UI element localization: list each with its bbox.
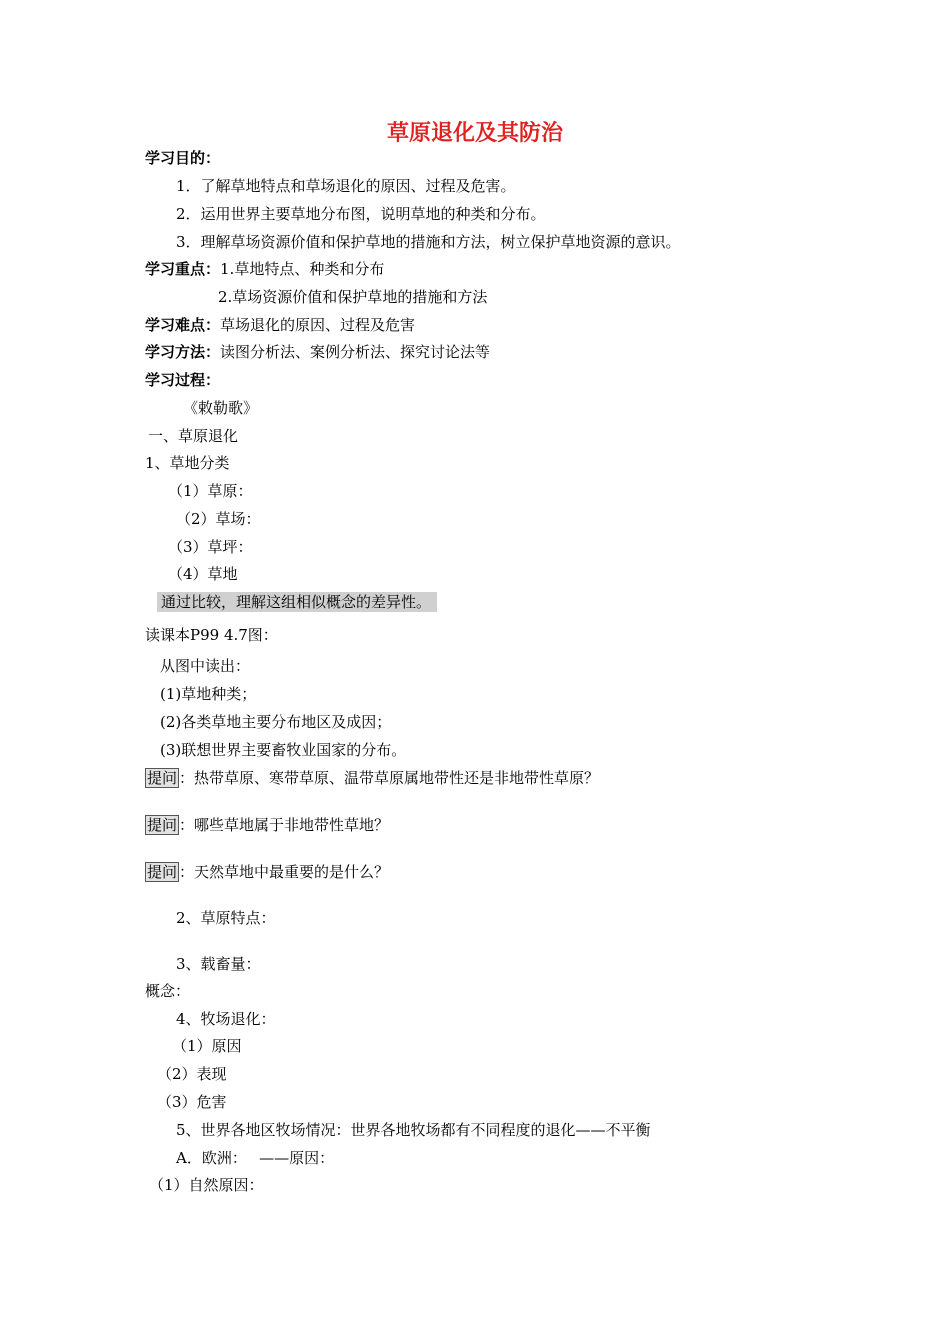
type-item: （2）草场： — [176, 510, 261, 528]
difficulty-line — [145, 315, 415, 335]
objectives-heading: 学习目的： — [145, 149, 221, 167]
objective-item: 3．理解草场资源价值和保护草地的措施和方法，树立保护草地资源的意识。 — [176, 233, 681, 251]
keypoints-line — [145, 259, 384, 279]
degradation-item: （3）危害 — [157, 1093, 227, 1111]
read-book-line: 读课本P99 4.7图： — [145, 626, 278, 644]
question-line — [145, 768, 599, 788]
type-item: （1）草原： — [168, 482, 253, 500]
keypoint-item: 1.草地特点、种类和分布 — [220, 260, 385, 278]
read-item: (1)草地种类； — [160, 685, 257, 703]
question-label: 提问 — [147, 769, 178, 787]
keypoints-heading: 学习重点： — [145, 260, 221, 278]
read-item: (3)联想世界主要畜牧业国家的分布。 — [160, 741, 407, 759]
type-item: （4）草地 — [168, 565, 238, 583]
subsection-heading: 5、世界各地区牧场情况：世界各地牧场都有不同程度的退化——不平衡 — [176, 1121, 651, 1139]
subsection-heading: 3、载畜量： — [176, 955, 261, 973]
question-text: ：天然草地中最重要的是什么？ — [179, 863, 390, 881]
page-title: 草原退化及其防治 — [386, 121, 563, 146]
concept-label: 概念： — [145, 982, 191, 1000]
question-line — [145, 862, 389, 882]
difficulty-heading: 学习难点： — [145, 316, 221, 334]
region-line: A．欧洲： ——原因： — [176, 1149, 335, 1167]
poem-title: 《敕勒歌》 — [183, 399, 259, 417]
read-item: (2)各类草地主要分布地区及成因； — [160, 713, 392, 731]
process-heading: 学习过程： — [145, 371, 221, 389]
subsection-heading: 2、草原特点： — [176, 909, 276, 927]
degradation-item: （1）原因 — [172, 1037, 242, 1055]
subsection-heading: 4、牧场退化： — [176, 1010, 276, 1028]
type-item: （3）草坪： — [168, 538, 253, 556]
method-heading: 学习方法： — [145, 343, 221, 361]
objective-item: 2．运用世界主要草地分布图，说明草地的种类和分布。 — [176, 205, 546, 223]
compare-note: 通过比较，理解这组相似概念的差异性。 — [157, 592, 437, 612]
section-heading: 一、草原退化 — [148, 427, 239, 445]
question-line — [145, 815, 389, 835]
objective-item: 1．了解草地特点和草场退化的原因、过程及危害。 — [176, 177, 516, 195]
keypoint-item: 2.草场资源价值和保护草地的措施和方法 — [218, 288, 488, 306]
read-from-line: 从图中读出： — [160, 657, 251, 675]
subsection-heading: 1、草地分类 — [145, 454, 230, 472]
method-line — [145, 342, 490, 362]
degradation-item: （2）表现 — [157, 1065, 227, 1083]
question-text: ：哪些草地属于非地带性草地？ — [179, 816, 390, 834]
question-label: 提问 — [147, 863, 178, 881]
question-text: ：热带草原、寒带草原、温带草原属地带性还是非地带性草原？ — [179, 769, 600, 787]
question-label: 提问 — [147, 816, 178, 834]
method-text: 读图分析法、案例分析法、探究讨论法等 — [220, 343, 491, 361]
difficulty-text: 草场退化的原因、过程及危害 — [220, 316, 416, 334]
cause-line: （1）自然原因： — [149, 1176, 264, 1194]
